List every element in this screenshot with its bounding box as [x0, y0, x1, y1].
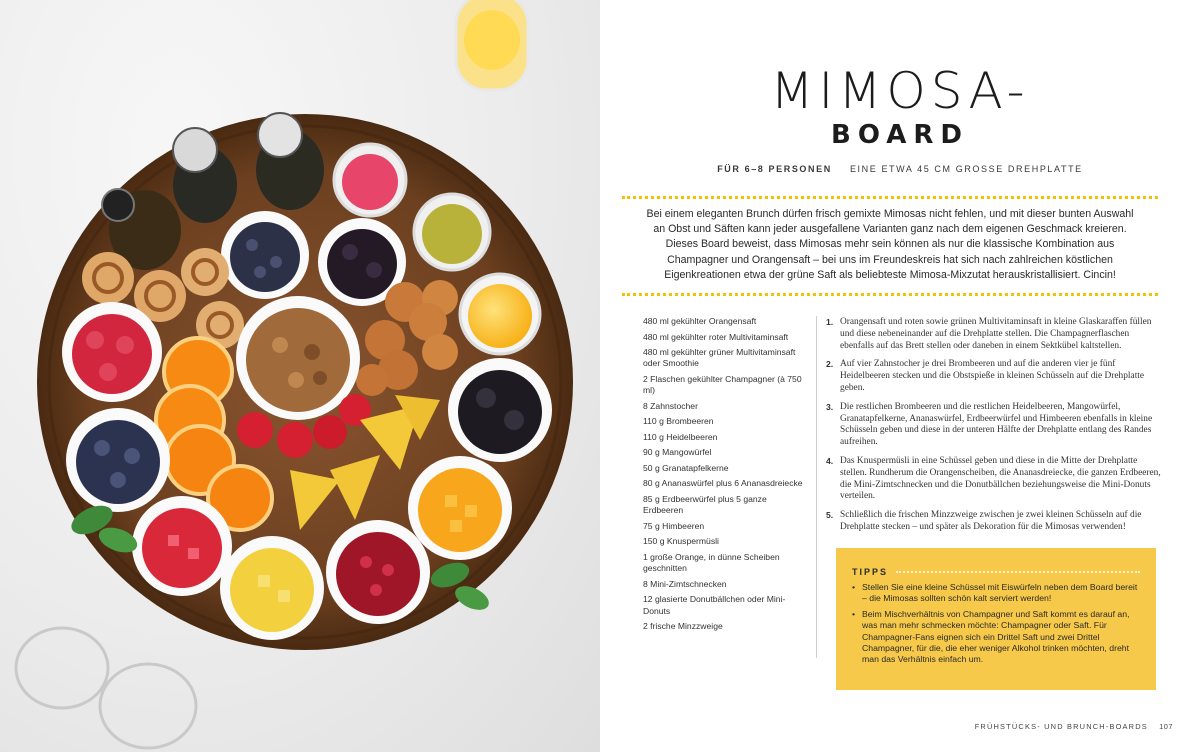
instruction-step — [826, 359, 1162, 394]
instruction-steps — [826, 317, 1162, 541]
ingredient-item: 85 g Erdbeerwürfel plus 5 ganze Erdbeeren — [643, 493, 767, 516]
ingredient-item: 110 g Heidelbeeren — [643, 431, 718, 442]
ingredient-item: 50 g Granatapfelkerne — [643, 462, 729, 473]
ingredient-item: 8 Zahnstocher — [643, 400, 698, 411]
tips-divider — [896, 571, 1140, 573]
recipe-title-line1: MIMOSA- — [770, 62, 1030, 120]
step-text: Auf vier Zahnstocher je drei Brombeeren und auf die anderen vier je fünf Heidelbeeren stecken und die Obstspieße in kleinen Schüsseln auf die Drehplatte geben. — [840, 359, 1145, 393]
ingredient-item: 80 g Ananaswürfel plus 6 Ananasdreiecke — [643, 478, 803, 489]
tips-title: TIPPS — [852, 567, 889, 577]
blueberry-bowl — [66, 408, 170, 512]
intro-bottom-divider — [622, 293, 1158, 296]
ingredient-item: 75 g Himbeeren — [643, 520, 705, 531]
intro-text: Bei einem eleganten Brunch dürfen frisch gemixte Mimosas nicht fehlen, und mit dieser bunten Auswahl an Obst und Säften kann jeder ausgefallene Varianten ganz nach dem eigenen Geschmack kreieren. Dieses Board beweist, dass Mimosas mehr sein können als nur die klassische Kombination aus Champagner und Orangensaft – bei uns im Freundeskreis hat sich nach zahlreichen köstlichen Eigenkreationen etwa der grüne Saft als beliebteste Mimosa-Mixzutat herauskristallisiert. Cincin! — [646, 208, 1134, 281]
raspberry-bowl — [62, 302, 162, 402]
intro-top-divider — [622, 196, 1158, 199]
granola-bowl — [236, 296, 360, 420]
tips-list — [852, 582, 1140, 666]
mango-bowl — [408, 456, 512, 560]
orange-juice-glass — [456, 0, 528, 90]
step-text: Orangensaft und roten sowie grünen Multivitaminsaft in kleine Glaskaraffen füllen und diese nebeneinander auf die Drehplatte stellen. Die Champagnerflaschen ebenfalls auf das Brett stellen oder daneben in einem Sektkübel kaltstellen. — [840, 317, 1152, 351]
ingredient-item: 2 Flaschen gekühlter Champagner (à 750 ml) — [643, 373, 802, 396]
ingredient-item: 150 g Knuspermüsli — [643, 536, 719, 547]
page-footer — [975, 722, 1173, 731]
tip-item: • Stellen Sie eine kleine Schüssel mit Eiswürfeln neben dem Board bereit – die Mimosas sollten schön kalt serviert werden! — [852, 582, 1140, 605]
ingredient-item: 1 große Orange, in dünne Scheiben geschnitten — [643, 551, 780, 574]
ingredient-item: 480 ml gekühlter Orangensaft — [643, 316, 757, 326]
column-divider — [816, 316, 817, 658]
instruction-step — [826, 317, 1162, 352]
ingredient-item: 480 ml gekühlter grüner Multivitaminsaft oder Smoothie — [643, 347, 796, 369]
step-number: 3. — [826, 401, 834, 412]
instruction-step — [826, 510, 1162, 534]
tips-box — [836, 548, 1156, 690]
pineapple-cubes-bowl — [220, 536, 324, 640]
instruction-step — [826, 456, 1162, 503]
strawberry-cubes-bowl — [132, 496, 232, 596]
persons-count: FÜR 6–8 PERSONEN — [717, 164, 832, 174]
step-number: 2. — [826, 359, 834, 370]
recipe-title-line2: BOARD — [831, 120, 969, 150]
recipe-page — [600, 0, 1200, 752]
ingredient-item: 8 Mini-Zimtschnecken — [643, 578, 727, 589]
ingredient-item: 110 g Brombeeren — [643, 416, 714, 427]
step-text: Die restlichen Brombeeren und die restlichen Heidelbeeren, Mangowürfel, Granatapfelkerne, Ananaswürfel, Erdbeerwürfel und Himbeeren ebenfalls in kleine Schüsseln geben und diese in der unteren Hälfte der Drehplatte entlang des Randes aufreihen. — [840, 401, 1153, 448]
pomegranate-bowl — [326, 520, 430, 624]
step-number: 4. — [826, 455, 834, 466]
page-number: 107 — [1159, 722, 1173, 731]
step-number: 5. — [826, 510, 834, 521]
step-number: 1. — [826, 317, 834, 327]
ingredient-item: 12 glasierte Donutbällchen oder Mini-Donuts — [643, 594, 786, 616]
ingredient-list — [643, 316, 805, 637]
step-text: Schließlich die frischen Minzzweige zwischen je zwei kleinen Schüsseln auf die Drehplatte stecken – und später als Dekoration für die Mimosas verwenden! — [840, 510, 1142, 532]
instruction-step — [826, 402, 1162, 449]
tip-item: • Beim Mischverhältnis von Champagner und Saft kommt es darauf an, was man mehr schmecken möchte: Champagner oder Saft. Für Champagner-Fans eignen sich ein Drittel Saft und zwei Drittel Champagner, für die, die eher weniger Alkohol trinken möchten, dreht man das Verhältnis einfach um. — [852, 609, 1140, 666]
blackberry-bowl — [448, 358, 552, 462]
section-name: FRÜHSTÜCKS- UND BRUNCH-BOARDS — [974, 722, 1148, 731]
blueberry-skewer-bowl — [221, 211, 309, 299]
empty-glasses — [16, 628, 196, 748]
ingredient-item: 90 g Mangowürfel — [643, 447, 712, 458]
serving-info — [600, 164, 1200, 174]
plate-size: EINE ETWA 45 CM GROSSE DREHPLATTE — [849, 164, 1083, 174]
ingredient-item: 2 frische Minzzweige — [643, 621, 723, 632]
step-text: Das Knuspermüsli in eine Schüssel geben und diese in die Mitte der Drehplatte stellen. Rundherum die Orangenscheiben, die Ananasdreiecke, die ganzen Erdbeeren, die Mini-Zimtschnecken und die Donutbällchen beziehungsweise die Mini-Donuts verteilen. — [840, 455, 1161, 502]
ingredient-item: 480 ml gekühlter roter Multivitaminsaft — [643, 331, 789, 342]
